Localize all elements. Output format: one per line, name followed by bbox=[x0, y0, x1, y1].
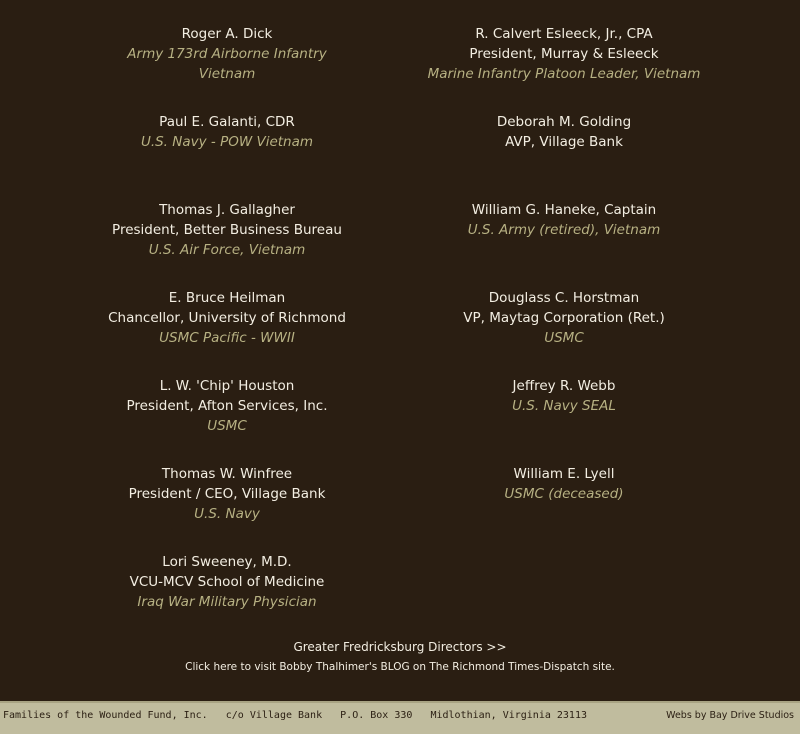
director-name: William G. Haneke, Captain bbox=[471, 202, 657, 218]
footer-credit-link[interactable]: Webs by Bay Drive Studios bbox=[666, 710, 794, 721]
director-service: USMC Pacific - WWII bbox=[159, 330, 295, 346]
director-service: U.S. Air Force, Vietnam bbox=[148, 242, 306, 258]
director-entry bbox=[364, 24, 764, 84]
director-name: E. Bruce Heilman bbox=[168, 290, 286, 306]
director-name: William E. Lyell bbox=[513, 466, 615, 482]
director-name: Paul E. Galanti, CDR bbox=[159, 114, 295, 130]
director-name: L. W. 'Chip' Houston bbox=[159, 378, 295, 394]
director-name: Douglass C. Horstman bbox=[488, 290, 640, 306]
director-title: President, Better Business Bureau bbox=[112, 222, 342, 238]
director-name: R. Calvert Esleeck, Jr., CPA bbox=[475, 26, 653, 42]
director-name: Jeffrey R. Webb bbox=[512, 378, 616, 394]
director-name: Thomas W. Winfree bbox=[161, 466, 293, 482]
director-name: Roger A. Dick bbox=[181, 26, 273, 42]
footer-address: Families of the Wounded Fund, Inc. c/o Village Bank P.O. Box 330 Midlothian, Virginia 23113 bbox=[3, 710, 587, 721]
director-service: U.S. Army (retired), Vietnam bbox=[467, 222, 661, 238]
director-name: Thomas J. Gallagher bbox=[159, 202, 295, 218]
director-entry bbox=[27, 552, 427, 612]
director-service: U.S. Navy - POW Vietnam bbox=[140, 134, 314, 150]
director-entry bbox=[364, 112, 764, 152]
director-service: Vietnam bbox=[198, 66, 256, 82]
director-title: President / CEO, Village Bank bbox=[128, 486, 326, 502]
director-service: USMC bbox=[207, 418, 247, 434]
director-service: Marine Infantry Platoon Leader, Vietnam bbox=[427, 66, 701, 82]
director-service: USMC bbox=[544, 330, 584, 346]
director-title: VP, Maytag Corporation (Ret.) bbox=[463, 310, 665, 326]
director-service: Army 173rd Airborne Infantry bbox=[127, 46, 327, 62]
director-service: U.S. Navy bbox=[194, 506, 260, 522]
director-title: VCU-MCV School of Medicine bbox=[129, 574, 325, 590]
director-entry bbox=[364, 464, 764, 504]
director-service: U.S. Navy SEAL bbox=[512, 398, 616, 414]
director-entry bbox=[364, 376, 764, 416]
director-name: Deborah M. Golding bbox=[496, 114, 632, 130]
director-service: Iraq War Military Physician bbox=[137, 594, 317, 610]
director-title: Chancellor, University of Richmond bbox=[108, 310, 346, 326]
director-entry bbox=[364, 288, 764, 348]
director-name: Lori Sweeney, M.D. bbox=[162, 554, 292, 570]
director-title: AVP, Village Bank bbox=[505, 134, 623, 150]
links-section bbox=[0, 637, 800, 677]
director-service: USMC (deceased) bbox=[504, 486, 624, 502]
director-title: President, Murray & Esleeck bbox=[469, 46, 659, 62]
fredricksburg-directors-link[interactable]: Greater Fredricksburg Directors >> bbox=[293, 640, 507, 654]
director-entry bbox=[364, 200, 764, 240]
director-title: President, Afton Services, Inc. bbox=[126, 398, 328, 414]
blog-link[interactable]: Click here to visit Bobby Thalhimer's BLOG on The Richmond Times-Dispatch site. bbox=[185, 661, 615, 673]
footer bbox=[0, 701, 800, 734]
